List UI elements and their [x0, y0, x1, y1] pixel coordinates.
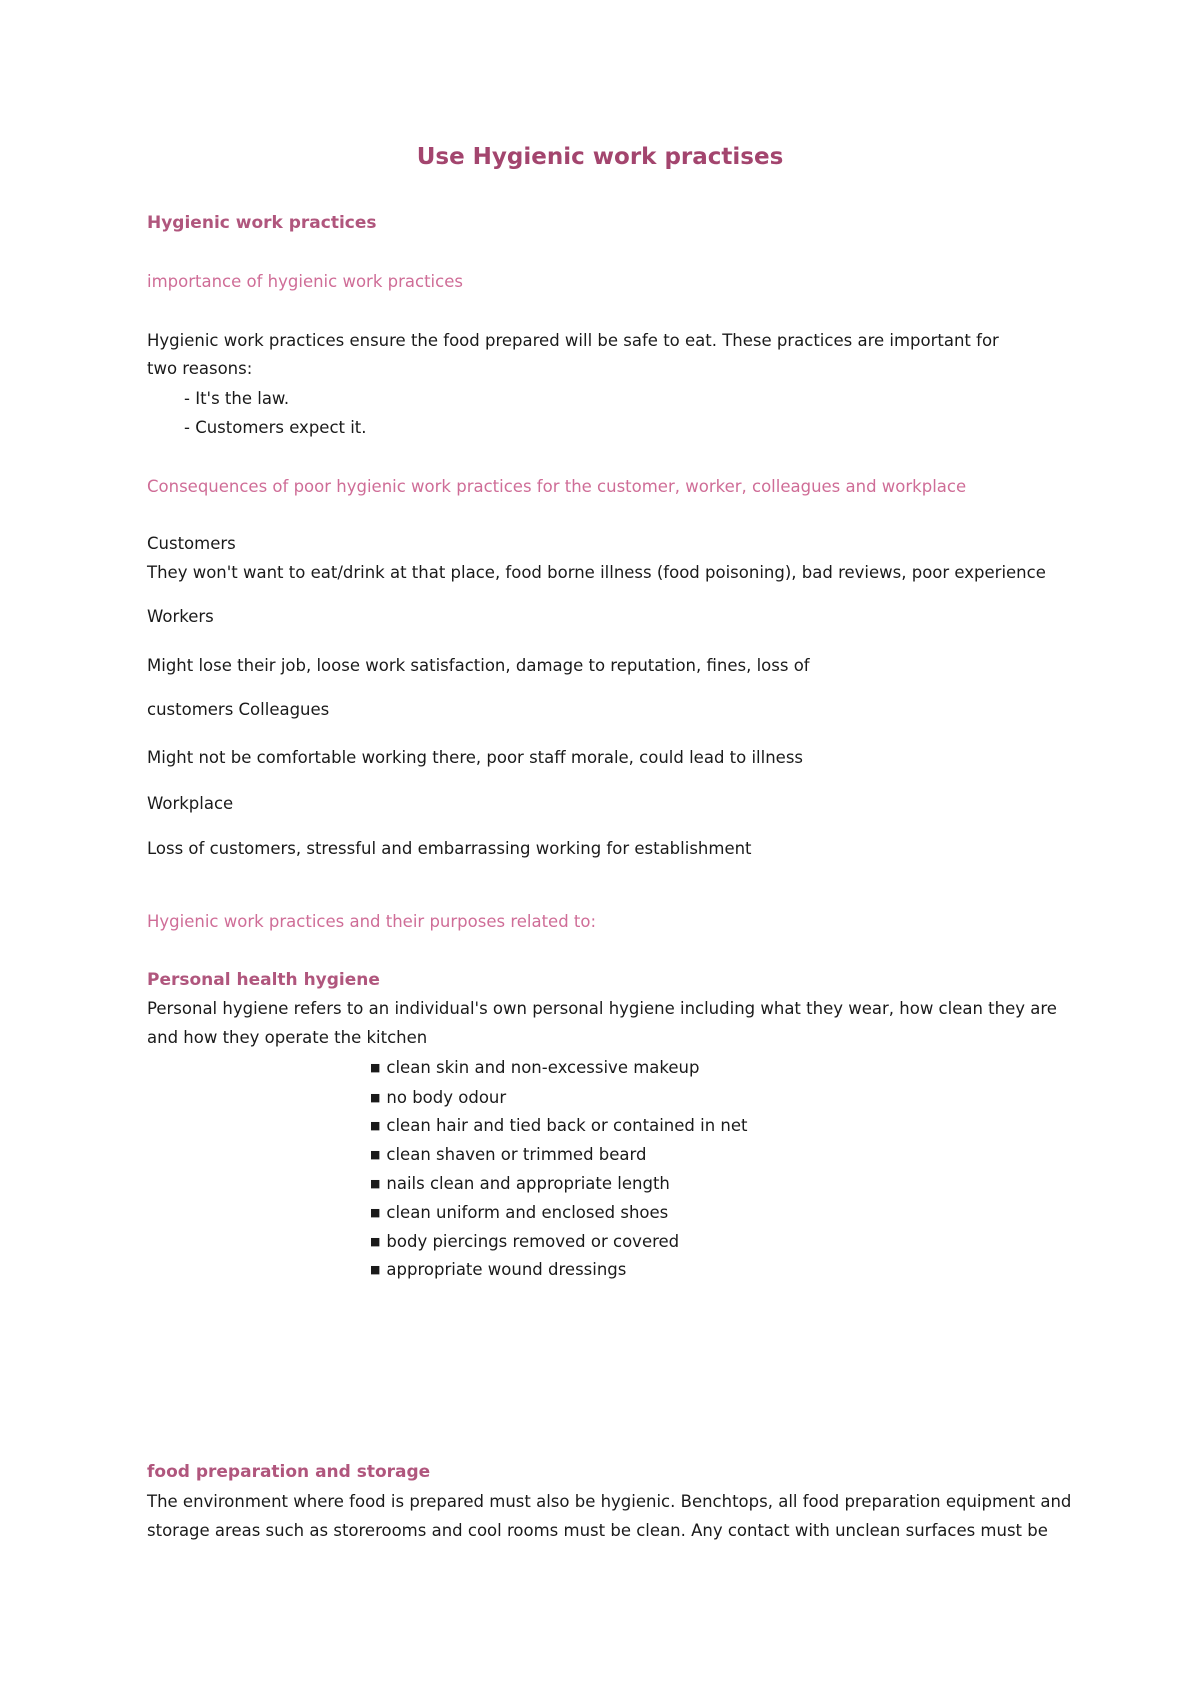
colleagues-text: Might not be comfortable working there, poor staff morale, could lead to illness	[147, 748, 804, 767]
importance-heading: importance of hygienic work practices	[147, 272, 463, 291]
hygiene-list-item: ■ clean uniform and enclosed shoes	[370, 1203, 668, 1223]
customers-text: They won't want to eat/drink at that place, food borne illness (food poisoning), bad reviews, poor experience	[147, 563, 1046, 582]
hygiene-list-item: ■ appropriate wound dressings	[370, 1260, 626, 1280]
consequences-heading: Consequences of poor hygienic work practices for the customer, worker, colleagues and workplace	[147, 477, 967, 496]
hygiene-list-item: ■ body piercings removed or covered	[370, 1232, 679, 1252]
hygiene-list-item: ■ nails clean and appropriate length	[370, 1174, 670, 1194]
workers-text: Might lose their job, loose work satisfaction, damage to reputation, fines, loss of	[147, 656, 810, 675]
food-preparation-line-1: The environment where food is prepared must also be hygienic. Benchtops, all food preparation equipment and	[147, 1492, 1072, 1511]
hygiene-list-item: ■ clean hair and tied back or contained in net	[370, 1116, 747, 1136]
food-preparation-heading: food preparation and storage	[147, 1462, 431, 1482]
personal-hygiene-line-2: and how they operate the kitchen	[147, 1028, 428, 1047]
reason-item: - It's the law.	[184, 389, 290, 408]
importance-paragraph-line-2: two reasons:	[147, 359, 253, 378]
section-heading: Hygienic work practices	[147, 213, 377, 233]
importance-paragraph-line-1: Hygienic work practices ensure the food prepared will be safe to eat. These practices are important for	[147, 331, 999, 350]
hygiene-list-item: ■ clean skin and non-excessive makeup	[370, 1058, 699, 1078]
workers-continuation: customers Colleagues	[147, 700, 330, 719]
workplace-label: Workplace	[147, 794, 234, 813]
reason-item: - Customers expect it.	[184, 418, 367, 437]
workers-label: Workers	[147, 607, 214, 626]
purposes-heading: Hygienic work practices and their purposes related to:	[147, 912, 597, 931]
workplace-text: Loss of customers, stressful and embarrassing working for establishment	[147, 839, 752, 858]
personal-hygiene-line-1: Personal hygiene refers to an individual's own personal hygiene including what they wear, how clean they are	[147, 999, 1057, 1018]
personal-hygiene-heading: Personal health hygiene	[147, 970, 380, 990]
hygiene-list-item: ■ no body odour	[370, 1088, 506, 1108]
food-preparation-line-2: storage areas such as storerooms and cool rooms must be clean. Any contact with unclean surfaces must be	[147, 1521, 1048, 1540]
customers-label: Customers	[147, 534, 236, 553]
hygiene-list-item: ■ clean shaven or trimmed beard	[370, 1145, 647, 1165]
document-title: Use Hygienic work practises	[416, 144, 784, 170]
